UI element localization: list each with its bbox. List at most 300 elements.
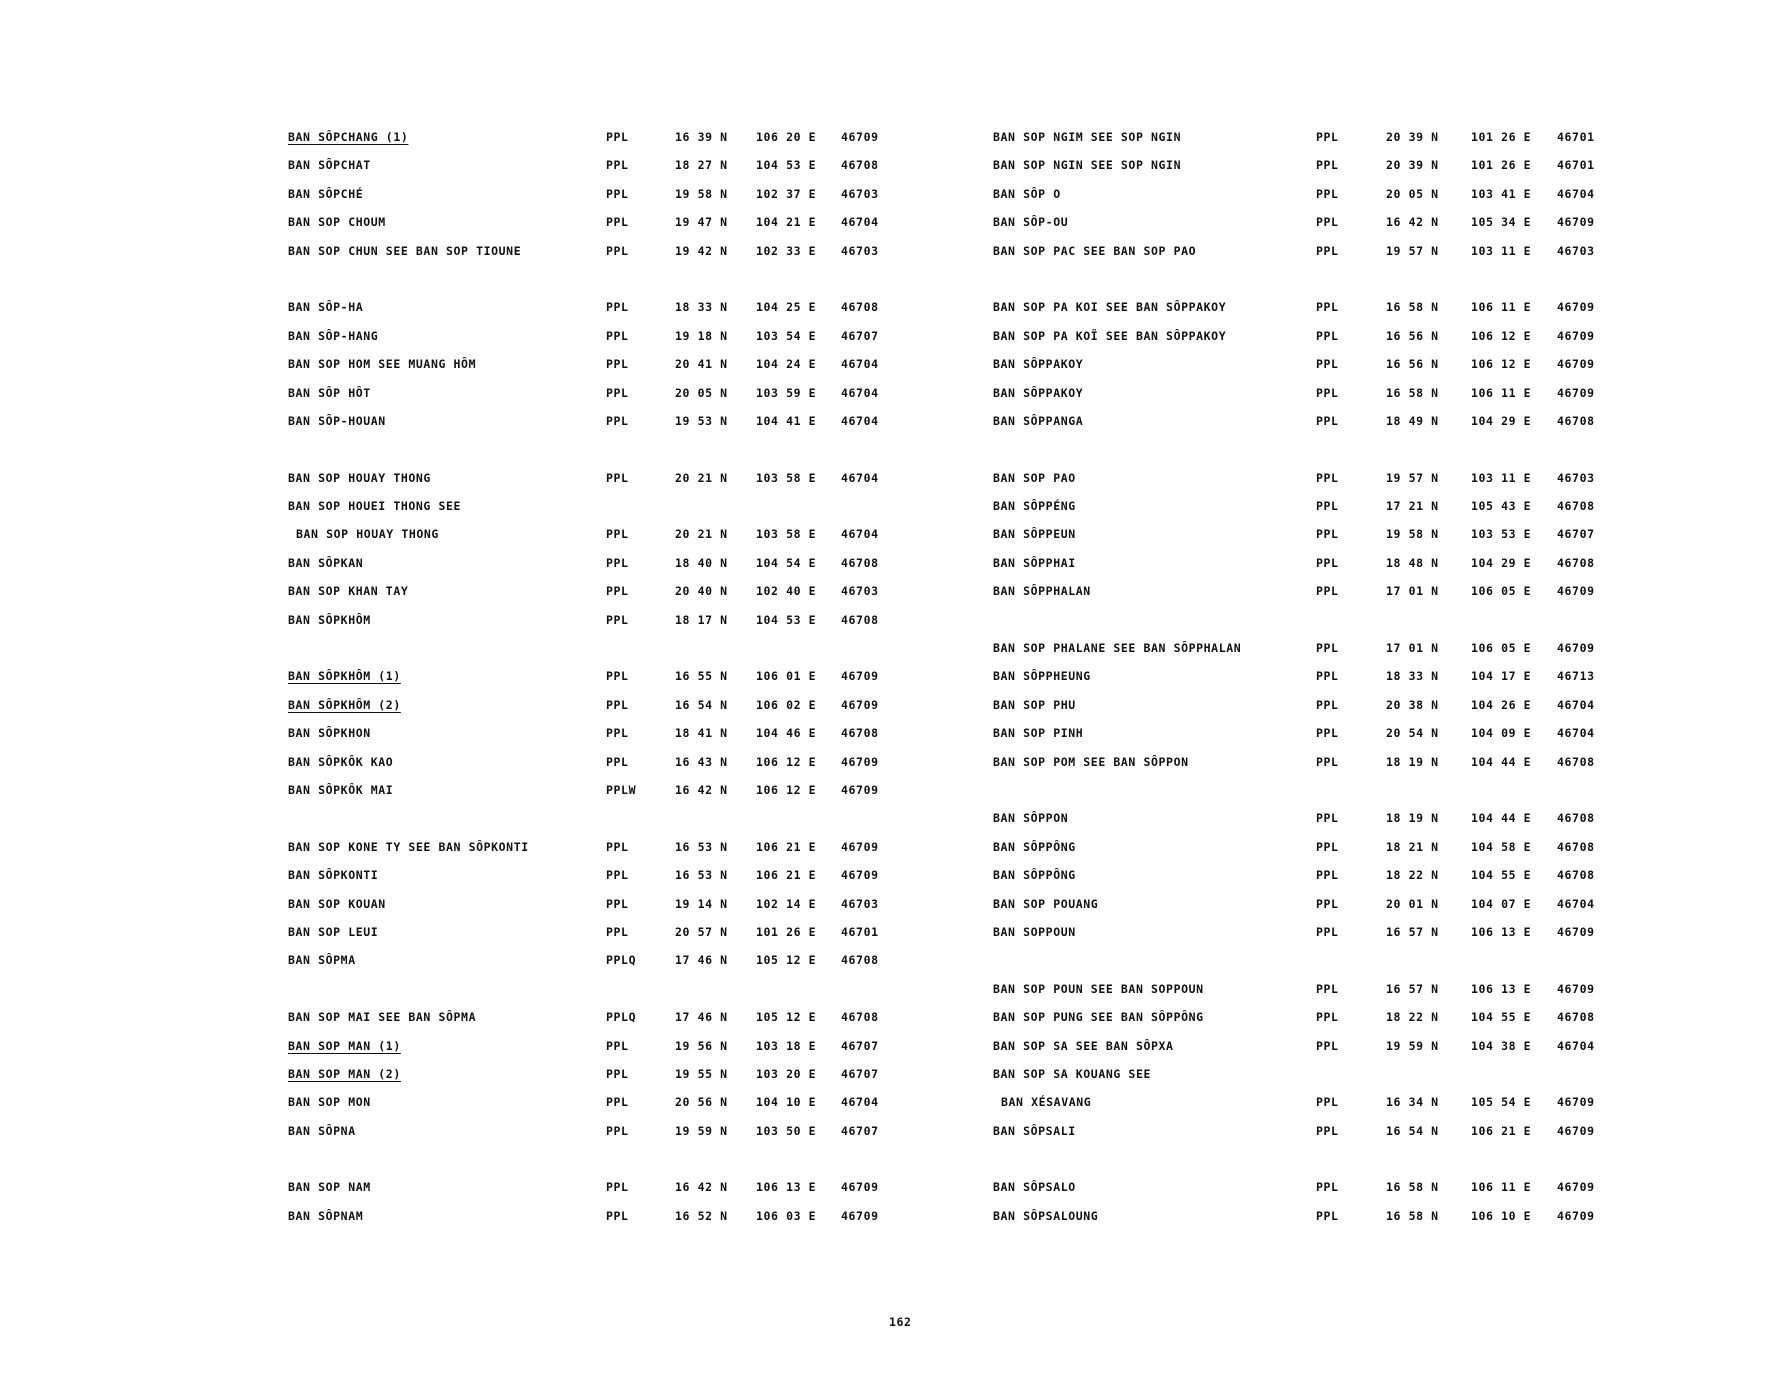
entry-designation: PPL [606, 555, 629, 570]
entry-longitude: 105 43 E [1471, 499, 1532, 514]
entry-longitude: 104 41 E [756, 413, 817, 428]
entry-name: BAN SOP POM SEE BAN SÔPPON [993, 754, 1189, 769]
entry-designation: PPL [606, 669, 629, 684]
entry-map-code: 46707 [841, 328, 879, 343]
entry-latitude: 18 41 N [675, 726, 728, 741]
entry-latitude: 18 21 N [1386, 839, 1439, 854]
entry-designation: PPL [1316, 924, 1339, 939]
entry-latitude: 20 57 N [675, 924, 728, 939]
entry-designation: PPL [606, 527, 629, 542]
entry-longitude: 102 14 E [756, 896, 817, 911]
entry-name: BAN SOP HOUEI THONG SEE [288, 499, 462, 514]
entry-designation: PPL [1316, 1038, 1339, 1053]
entry-longitude: 104 44 E [1471, 811, 1532, 826]
entry-name: BAN SOP PINH [993, 726, 1084, 741]
entry-latitude: 19 53 N [675, 413, 728, 428]
entry-map-code: 46708 [1557, 555, 1595, 570]
entry-designation: PPL [1316, 669, 1339, 684]
entry-longitude: 106 20 E [756, 130, 817, 144]
entry-latitude: 19 18 N [675, 328, 728, 343]
entry-designation: PPL [606, 726, 629, 741]
entry-designation: PPL [606, 1180, 629, 1195]
entry-name: BAN SOP PA KOÏ SEE BAN SÔPPAKOY [993, 328, 1227, 343]
entry-designation: PPL [1316, 697, 1339, 712]
entry-name: BAN SÔP-HOUAN [288, 413, 386, 428]
entry-latitude: 18 22 N [1386, 1010, 1439, 1025]
entry-map-code: 46709 [1557, 1095, 1595, 1110]
entry-designation: PPL [606, 357, 629, 372]
entry-designation: PPL [606, 896, 629, 911]
entry-designation: PPL [1316, 385, 1339, 400]
entry-map-code: 46708 [841, 300, 879, 315]
entry-map-code: 46708 [841, 953, 879, 968]
entry-latitude: 16 34 N [1386, 1095, 1439, 1110]
entry-latitude: 19 58 N [1386, 527, 1439, 542]
entry-latitude: 19 57 N [1386, 470, 1439, 485]
entry-longitude: 105 34 E [1471, 215, 1532, 230]
entry-name: BAN SOP POUANG [993, 896, 1099, 911]
entry-map-code: 46701 [841, 924, 879, 939]
entry-designation: PPL [606, 158, 629, 173]
entry-map-code: 46709 [1557, 385, 1595, 400]
entry-latitude: 18 33 N [1386, 669, 1439, 684]
entry-name: BAN SOP PA KOI SEE BAN SÔPPAKOY [993, 300, 1227, 315]
entry-name: BAN XÉSAVANG [1001, 1095, 1092, 1110]
entry-longitude: 103 41 E [1471, 186, 1532, 201]
entry-designation: PPL [1316, 186, 1339, 201]
entry-name: BAN SÔPPÔNG [993, 839, 1076, 854]
entry-designation: PPL [1316, 839, 1339, 854]
entry-map-code: 46709 [1557, 328, 1595, 343]
entry-longitude: 106 12 E [1471, 357, 1532, 372]
entry-latitude: 16 57 N [1386, 924, 1439, 939]
entry-name: BAN SOP PAC SEE BAN SOP PAO [993, 243, 1197, 258]
entry-name: BAN SOP LEUI [288, 924, 379, 939]
entry-designation: PPL [1316, 413, 1339, 428]
entry-latitude: 16 53 N [675, 839, 728, 854]
entry-longitude: 104 55 E [1471, 1010, 1532, 1025]
entry-longitude: 105 12 E [756, 1010, 817, 1025]
entry-map-code: 46709 [841, 669, 879, 684]
entry-name: BAN SOP KONE TY SEE BAN SÔPKONTI [288, 839, 529, 854]
entry-designation: PPL [1316, 726, 1339, 741]
entry-map-code: 46709 [1557, 1180, 1595, 1195]
entry-map-code: 46709 [1557, 215, 1595, 230]
entry-map-code: 46708 [841, 555, 879, 570]
entry-name: BAN SOP CHUN SEE BAN SOP TIOUNE [288, 243, 522, 258]
entry-designation: PPLQ [606, 953, 637, 968]
entry-map-code: 46704 [841, 357, 879, 372]
entry-longitude: 103 11 E [1471, 243, 1532, 258]
entry-name: BAN SÔPPANGA [993, 413, 1084, 428]
entry-name: BAN SOP SA SEE BAN SÔPXA [993, 1038, 1174, 1053]
entry-map-code: 46703 [841, 186, 879, 201]
entry-latitude: 17 21 N [1386, 499, 1439, 514]
entry-map-code: 46709 [1557, 584, 1595, 599]
entry-latitude: 20 01 N [1386, 896, 1439, 911]
entry-map-code: 46709 [841, 1208, 879, 1223]
entry-name: BAN SOP SA KOUANG SEE [993, 1066, 1151, 1081]
entry-longitude: 103 18 E [756, 1038, 817, 1053]
entry-longitude: 106 21 E [756, 839, 817, 854]
entry-name: BAN SÔPNA [288, 1123, 356, 1138]
entry-latitude: 20 21 N [675, 527, 728, 542]
entry-designation: PPL [1316, 527, 1339, 542]
entry-latitude: 16 56 N [1386, 357, 1439, 372]
entry-map-code: 46704 [1557, 1038, 1595, 1053]
entry-longitude: 101 26 E [756, 924, 817, 939]
entry-latitude: 16 58 N [1386, 385, 1439, 400]
entry-longitude: 103 50 E [756, 1123, 817, 1138]
entry-longitude: 104 26 E [1471, 697, 1532, 712]
entry-name: BAN SOP CHOUM [288, 215, 386, 230]
entry-latitude: 19 57 N [1386, 243, 1439, 258]
entry-designation: PPL [1316, 215, 1339, 230]
entry-name: BAN SÔPPHALAN [993, 584, 1091, 599]
entry-name: BAN SÔP O [993, 186, 1061, 201]
entry-designation: PPL [606, 868, 629, 883]
entry-longitude: 106 05 E [1471, 641, 1532, 656]
entry-longitude: 104 17 E [1471, 669, 1532, 684]
entry-name: BAN SÔPKHÔM (2) [288, 697, 401, 712]
entry-latitude: 16 43 N [675, 754, 728, 769]
entry-latitude: 18 22 N [1386, 868, 1439, 883]
entry-map-code: 46704 [841, 527, 879, 542]
entry-map-code: 46709 [1557, 924, 1595, 939]
entry-latitude: 16 58 N [1386, 1180, 1439, 1195]
entry-latitude: 16 52 N [675, 1208, 728, 1223]
entry-latitude: 20 40 N [675, 584, 728, 599]
entry-name: BAN SÔP-HANG [288, 328, 379, 343]
entry-designation: PPL [606, 612, 629, 627]
entry-map-code: 46708 [1557, 754, 1595, 769]
entry-name: BAN SÔPPHAI [993, 555, 1076, 570]
entry-name: BAN SOP MAI SEE BAN SÔPMA [288, 1010, 477, 1025]
entry-longitude: 101 26 E [1471, 130, 1532, 144]
entry-latitude: 20 39 N [1386, 158, 1439, 173]
entry-map-code: 46704 [1557, 726, 1595, 741]
entry-latitude: 20 56 N [675, 1095, 728, 1110]
entry-map-code: 46708 [1557, 839, 1595, 854]
entry-longitude: 105 54 E [1471, 1095, 1532, 1110]
entry-longitude: 104 54 E [756, 555, 817, 570]
entry-designation: PPL [606, 754, 629, 769]
entry-longitude: 106 21 E [756, 868, 817, 883]
entry-map-code: 46703 [1557, 470, 1595, 485]
entry-designation: PPL [1316, 868, 1339, 883]
entry-name: BAN SÔP-HA [288, 300, 364, 315]
entry-name: BAN SÔPPHEUNG [993, 669, 1091, 684]
entry-longitude: 101 26 E [1471, 158, 1532, 173]
entry-map-code: 46709 [1557, 1208, 1595, 1223]
entry-map-code: 46709 [841, 130, 879, 144]
entry-latitude: 16 39 N [675, 130, 728, 144]
entry-longitude: 106 12 E [756, 754, 817, 769]
entry-latitude: 18 33 N [675, 300, 728, 315]
entry-designation: PPL [1316, 357, 1339, 372]
entry-designation: PPL [606, 385, 629, 400]
entry-name: BAN SÔPPAKOY [993, 357, 1084, 372]
entry-name: BAN SÔPPÔNG [993, 868, 1076, 883]
entry-longitude: 104 53 E [756, 612, 817, 627]
entry-latitude: 17 01 N [1386, 584, 1439, 599]
entry-map-code: 46708 [1557, 1010, 1595, 1025]
entry-name: BAN SOP PHU [993, 697, 1076, 712]
entry-latitude: 16 55 N [675, 669, 728, 684]
entry-longitude: 104 46 E [756, 726, 817, 741]
page-number: 162 [889, 1315, 912, 1329]
entry-map-code: 46708 [1557, 868, 1595, 883]
entry-name: BAN SÔPMA [288, 953, 356, 968]
entry-longitude: 104 25 E [756, 300, 817, 315]
entry-map-code: 46709 [1557, 641, 1595, 656]
entry-longitude: 104 44 E [1471, 754, 1532, 769]
entry-latitude: 19 58 N [675, 186, 728, 201]
entry-designation: PPL [1316, 130, 1339, 144]
entry-map-code: 46704 [841, 1095, 879, 1110]
entry-designation: PPL [606, 243, 629, 258]
entry-longitude: 106 01 E [756, 669, 817, 684]
entry-longitude: 106 13 E [1471, 981, 1532, 996]
entry-longitude: 104 29 E [1471, 555, 1532, 570]
entry-latitude: 20 38 N [1386, 697, 1439, 712]
entry-latitude: 17 46 N [675, 1010, 728, 1025]
entry-latitude: 16 42 N [1386, 215, 1439, 230]
entry-latitude: 18 19 N [1386, 811, 1439, 826]
entry-longitude: 104 55 E [1471, 868, 1532, 883]
entry-map-code: 46708 [1557, 499, 1595, 514]
entry-longitude: 106 13 E [1471, 924, 1532, 939]
entry-name: BAN SÔPKHON [288, 726, 371, 741]
entry-map-code: 46704 [841, 413, 879, 428]
entry-longitude: 106 10 E [1471, 1208, 1532, 1223]
entry-designation: PPL [606, 215, 629, 230]
entry-latitude: 20 05 N [675, 385, 728, 400]
entry-name: BAN SOP MON [288, 1095, 371, 1110]
entry-map-code: 46704 [1557, 896, 1595, 911]
entry-longitude: 106 05 E [1471, 584, 1532, 599]
entry-longitude: 106 11 E [1471, 300, 1532, 315]
entry-name: BAN SOP KHAN TAY [288, 584, 409, 599]
entry-designation: PPL [606, 413, 629, 428]
entry-designation: PPL [1316, 158, 1339, 173]
entry-longitude: 104 24 E [756, 357, 817, 372]
entry-designation: PPL [606, 186, 629, 201]
entry-map-code: 46703 [841, 584, 879, 599]
entry-map-code: 46709 [1557, 1123, 1595, 1138]
entry-designation: PPL [1316, 641, 1339, 656]
entry-longitude: 106 21 E [1471, 1123, 1532, 1138]
entry-name: BAN SOP PUNG SEE BAN SÔPPÔNG [993, 1010, 1204, 1025]
entry-designation: PPL [606, 130, 629, 144]
entry-designation: PPL [1316, 1180, 1339, 1195]
entry-name: BAN SOP PAO [993, 470, 1076, 485]
entry-designation: PPL [1316, 1010, 1339, 1025]
entry-latitude: 16 54 N [1386, 1123, 1439, 1138]
entry-name: BAN SOP PHALANE SEE BAN SÔPPHALAN [993, 641, 1242, 656]
entry-latitude: 20 41 N [675, 357, 728, 372]
entry-name: BAN SOP NGIN SEE SOP NGIN [993, 158, 1182, 173]
entry-longitude: 106 11 E [1471, 385, 1532, 400]
entry-name: BAN SOP HOUAY THONG [288, 470, 431, 485]
entry-name: BAN SÔPCHANG (1) [288, 130, 409, 144]
entry-map-code: 46701 [1557, 130, 1595, 144]
entry-designation: PPL [1316, 584, 1339, 599]
entry-latitude: 18 40 N [675, 555, 728, 570]
entry-latitude: 19 55 N [675, 1066, 728, 1081]
entry-name: BAN SOP MAN (1) [288, 1038, 401, 1053]
entry-name: BAN SÔP HÔT [288, 385, 371, 400]
entry-map-code: 46709 [841, 839, 879, 854]
entry-map-code: 46704 [1557, 186, 1595, 201]
entry-longitude: 104 09 E [1471, 726, 1532, 741]
entry-designation: PPL [1316, 981, 1339, 996]
entry-designation: PPL [606, 328, 629, 343]
entry-map-code: 46709 [1557, 981, 1595, 996]
entry-longitude: 106 12 E [1471, 328, 1532, 343]
entry-designation: PPL [606, 1095, 629, 1110]
entry-name: BAN SÔPSALOUNG [993, 1208, 1099, 1223]
entry-longitude: 104 58 E [1471, 839, 1532, 854]
entry-latitude: 16 57 N [1386, 981, 1439, 996]
entry-longitude: 104 29 E [1471, 413, 1532, 428]
entry-map-code: 46709 [841, 1180, 879, 1195]
entry-name: BAN SÔPPON [993, 811, 1069, 826]
entry-map-code: 46704 [1557, 697, 1595, 712]
entry-name: BAN SÔPKONTI [288, 868, 379, 883]
entry-map-code: 46707 [1557, 527, 1595, 542]
entry-map-code: 46709 [1557, 357, 1595, 372]
entry-longitude: 103 11 E [1471, 470, 1532, 485]
entry-latitude: 19 47 N [675, 215, 728, 230]
entry-name: BAN SÔPCHAT [288, 158, 371, 173]
entry-name: BAN SOP NGIM SEE SOP NGIN [993, 130, 1182, 144]
entry-designation: PPL [1316, 328, 1339, 343]
entry-latitude: 19 59 N [675, 1123, 728, 1138]
entry-name: BAN SOP POUN SEE BAN SOPPOUN [993, 981, 1204, 996]
entry-designation: PPL [606, 1066, 629, 1081]
entry-map-code: 46708 [841, 612, 879, 627]
entry-latitude: 16 58 N [1386, 300, 1439, 315]
entry-designation: PPL [606, 839, 629, 854]
entry-designation: PPL [1316, 811, 1339, 826]
entry-map-code: 46708 [841, 726, 879, 741]
entry-name: BAN SÔPKÔK KAO [288, 754, 394, 769]
entry-latitude: 18 48 N [1386, 555, 1439, 570]
entry-name: BAN SÔPNAM [288, 1208, 364, 1223]
entry-longitude: 104 21 E [756, 215, 817, 230]
entry-map-code: 46707 [841, 1123, 879, 1138]
entry-longitude: 103 58 E [756, 527, 817, 542]
entry-longitude: 102 37 E [756, 186, 817, 201]
entry-name: BAN SOPPOUN [993, 924, 1076, 939]
entry-latitude: 16 58 N [1386, 1208, 1439, 1223]
entry-latitude: 16 42 N [675, 1180, 728, 1195]
entry-map-code: 46701 [1557, 158, 1595, 173]
entry-longitude: 104 38 E [1471, 1038, 1532, 1053]
entry-designation: PPL [1316, 243, 1339, 258]
entry-latitude: 18 27 N [675, 158, 728, 173]
entry-name: BAN SÔPKÔK MAI [288, 782, 394, 797]
entry-name: BAN SOP NAM [288, 1180, 371, 1195]
entry-designation: PPL [1316, 555, 1339, 570]
entry-map-code: 46707 [841, 1038, 879, 1053]
entry-name: BAN SÔPKAN [288, 555, 364, 570]
entry-map-code: 46704 [841, 470, 879, 485]
entry-map-code: 46709 [841, 754, 879, 769]
entry-map-code: 46713 [1557, 669, 1595, 684]
entry-designation: PPL [606, 1123, 629, 1138]
entry-name: BAN SÔPKHÔM [288, 612, 371, 627]
entry-longitude: 103 58 E [756, 470, 817, 485]
entry-longitude: 106 13 E [756, 1180, 817, 1195]
entry-longitude: 104 07 E [1471, 896, 1532, 911]
entry-name: BAN SOP HOUAY THONG [296, 527, 439, 542]
entry-latitude: 20 54 N [1386, 726, 1439, 741]
entry-latitude: 16 53 N [675, 868, 728, 883]
entry-longitude: 103 53 E [1471, 527, 1532, 542]
entry-name: BAN SÔPKHÔM (1) [288, 669, 401, 684]
entry-map-code: 46709 [841, 697, 879, 712]
entry-latitude: 17 01 N [1386, 641, 1439, 656]
entry-map-code: 46707 [841, 1066, 879, 1081]
entry-map-code: 46708 [1557, 413, 1595, 428]
entry-longitude: 102 40 E [756, 584, 817, 599]
entry-longitude: 104 10 E [756, 1095, 817, 1110]
entry-designation: PPL [606, 697, 629, 712]
entry-longitude: 106 02 E [756, 697, 817, 712]
entry-latitude: 16 56 N [1386, 328, 1439, 343]
entry-longitude: 103 54 E [756, 328, 817, 343]
entry-designation: PPL [1316, 896, 1339, 911]
entry-latitude: 19 56 N [675, 1038, 728, 1053]
entry-designation: PPL [606, 300, 629, 315]
entry-map-code: 46703 [841, 243, 879, 258]
entry-latitude: 16 54 N [675, 697, 728, 712]
entry-latitude: 20 39 N [1386, 130, 1439, 144]
entry-name: BAN SOP HOM SEE MUANG HÔM [288, 357, 477, 372]
entry-name: BAN SÔPPÉNG [993, 499, 1076, 514]
entry-designation: PPL [606, 1208, 629, 1223]
entry-map-code: 46709 [841, 782, 879, 797]
entry-map-code: 46708 [841, 1010, 879, 1025]
entry-name: BAN SÔP-OU [993, 215, 1069, 230]
entry-name: BAN SÔPPEUN [993, 527, 1076, 542]
entry-map-code: 46704 [841, 385, 879, 400]
entry-latitude: 18 17 N [675, 612, 728, 627]
entry-designation: PPL [606, 470, 629, 485]
entry-longitude: 106 11 E [1471, 1180, 1532, 1195]
entry-map-code: 46708 [841, 158, 879, 173]
entry-longitude: 104 53 E [756, 158, 817, 173]
entry-latitude: 19 42 N [675, 243, 728, 258]
entry-name: BAN SÔPSALO [993, 1180, 1076, 1195]
entry-name: BAN SÔPPAKOY [993, 385, 1084, 400]
entry-map-code: 46703 [841, 896, 879, 911]
entry-latitude: 18 49 N [1386, 413, 1439, 428]
entry-designation: PPL [1316, 499, 1339, 514]
entry-designation: PPL [1316, 1095, 1339, 1110]
entry-designation: PPLQ [606, 1010, 637, 1025]
entry-latitude: 16 42 N [675, 782, 728, 797]
entry-designation: PPL [1316, 754, 1339, 769]
entry-latitude: 18 19 N [1386, 754, 1439, 769]
entry-designation: PPL [1316, 1123, 1339, 1138]
entry-longitude: 106 12 E [756, 782, 817, 797]
entry-longitude: 102 33 E [756, 243, 817, 258]
entry-name: BAN SOP MAN (2) [288, 1066, 401, 1081]
entry-map-code: 46703 [1557, 243, 1595, 258]
